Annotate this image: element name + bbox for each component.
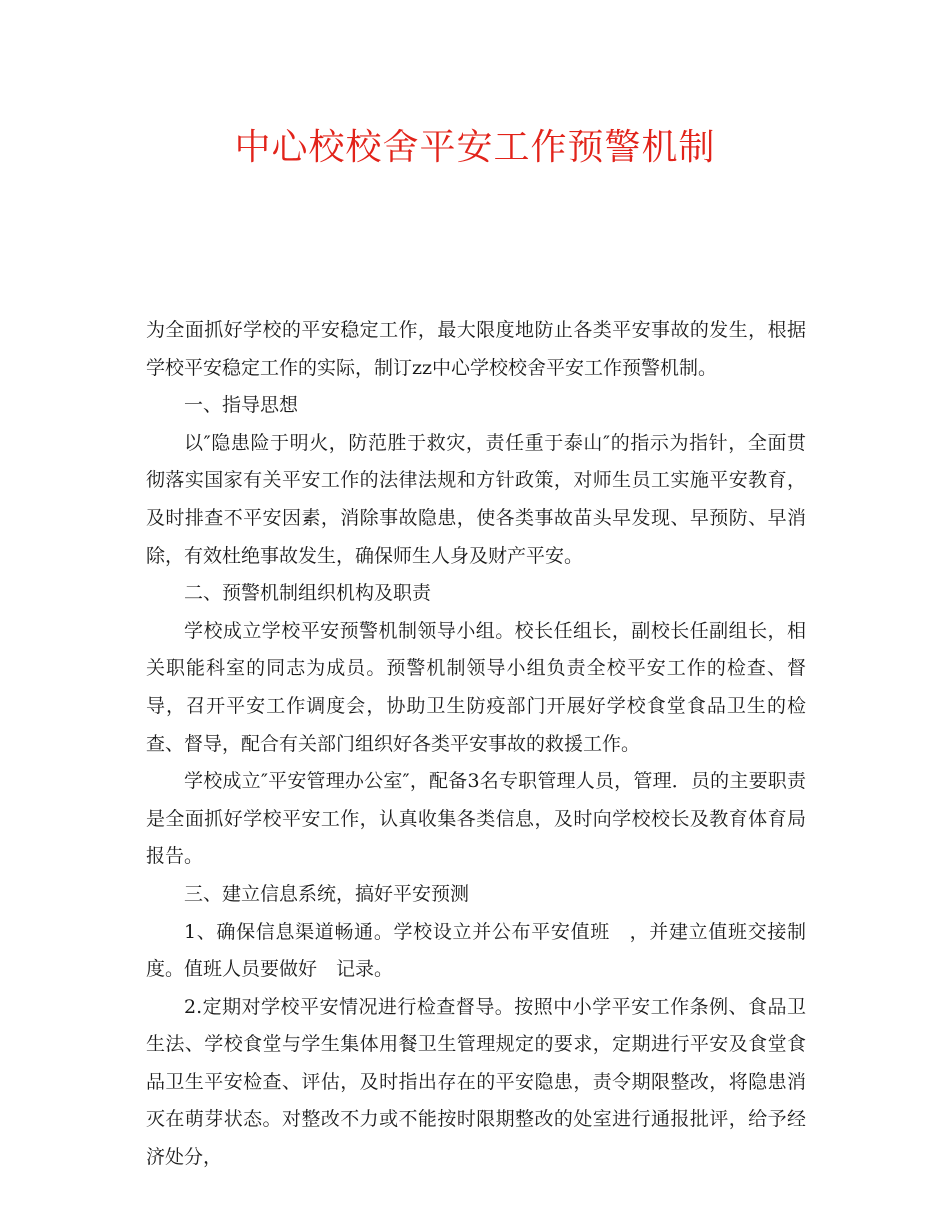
organization-paragraph-2: 学校成立″平安管理办公室″，配备3名专职管理人员，管理．员的主要职责是全面抓好学校平安工作，认真收集各类信息，及时向学校校长及教育体育局报告。 bbox=[146, 770, 806, 868]
document-title: 中心校校舍平安工作预警机制 bbox=[234, 127, 716, 168]
section-heading-guiding-ideology: 一、指导思想 bbox=[184, 394, 299, 417]
organization-paragraph-1: 学校成立学校平安预警机制领导小组。校长任组长，副校长任副组长，相关职能科室的同志为成员。预警机制领导小组负责全校平安工作的检查、督导，召开平安工作调度会，协助卫生防疫部门开展好学校食堂食品卫生的检查、督导，配合有关部门组织好各类平安事故的救援工作。 bbox=[146, 619, 806, 755]
intro-paragraph: 为全面抓好学校的平安稳定工作，最大限度地防止各类平安事故的发生，根据学校平安稳定工作的实际，制订zz中心学校校舍平安工作预警机制。 bbox=[146, 319, 806, 379]
section-heading-organization: 二、预警机制组织机构及职责 bbox=[184, 582, 432, 605]
information-item-2: 2.定期对学校平安情况进行检查督导。按照中小学平安工作条例、食品卫生法、学校食堂与学生集体用餐卫生管理规定的要求，定期进行平安及食堂食品卫生平安检查、评估，及时指出存在的平安隐患，责令期限整改，将隐患消灭在萌芽状态。对整改不力或不能按时限期整改的处室进行通报批评，给予经济处分， bbox=[146, 995, 806, 1169]
section-heading-information-system: 三、建立信息系统，搞好平安预测 bbox=[184, 882, 470, 905]
information-item-1: 1、确保信息渠道畅通。学校设立并公布平安值班 ，并建立值班交接制度。值班人员要做好 记录。 bbox=[146, 920, 806, 981]
document-body bbox=[146, 312, 806, 1177]
guiding-ideology-paragraph: 以″隐患险于明火，防范胜于救灾，责任重于泰山″的指示为指针，全面贯彻落实国家有关平安工作的法律法规和方针政策，对师生员工实施平安教育，及时排查不平安因素，消除事故隐患，使各类事故苗头早发现、早预防、早消除，有效杜绝事故发生，确保师生人身及财产平安。 bbox=[146, 431, 806, 567]
